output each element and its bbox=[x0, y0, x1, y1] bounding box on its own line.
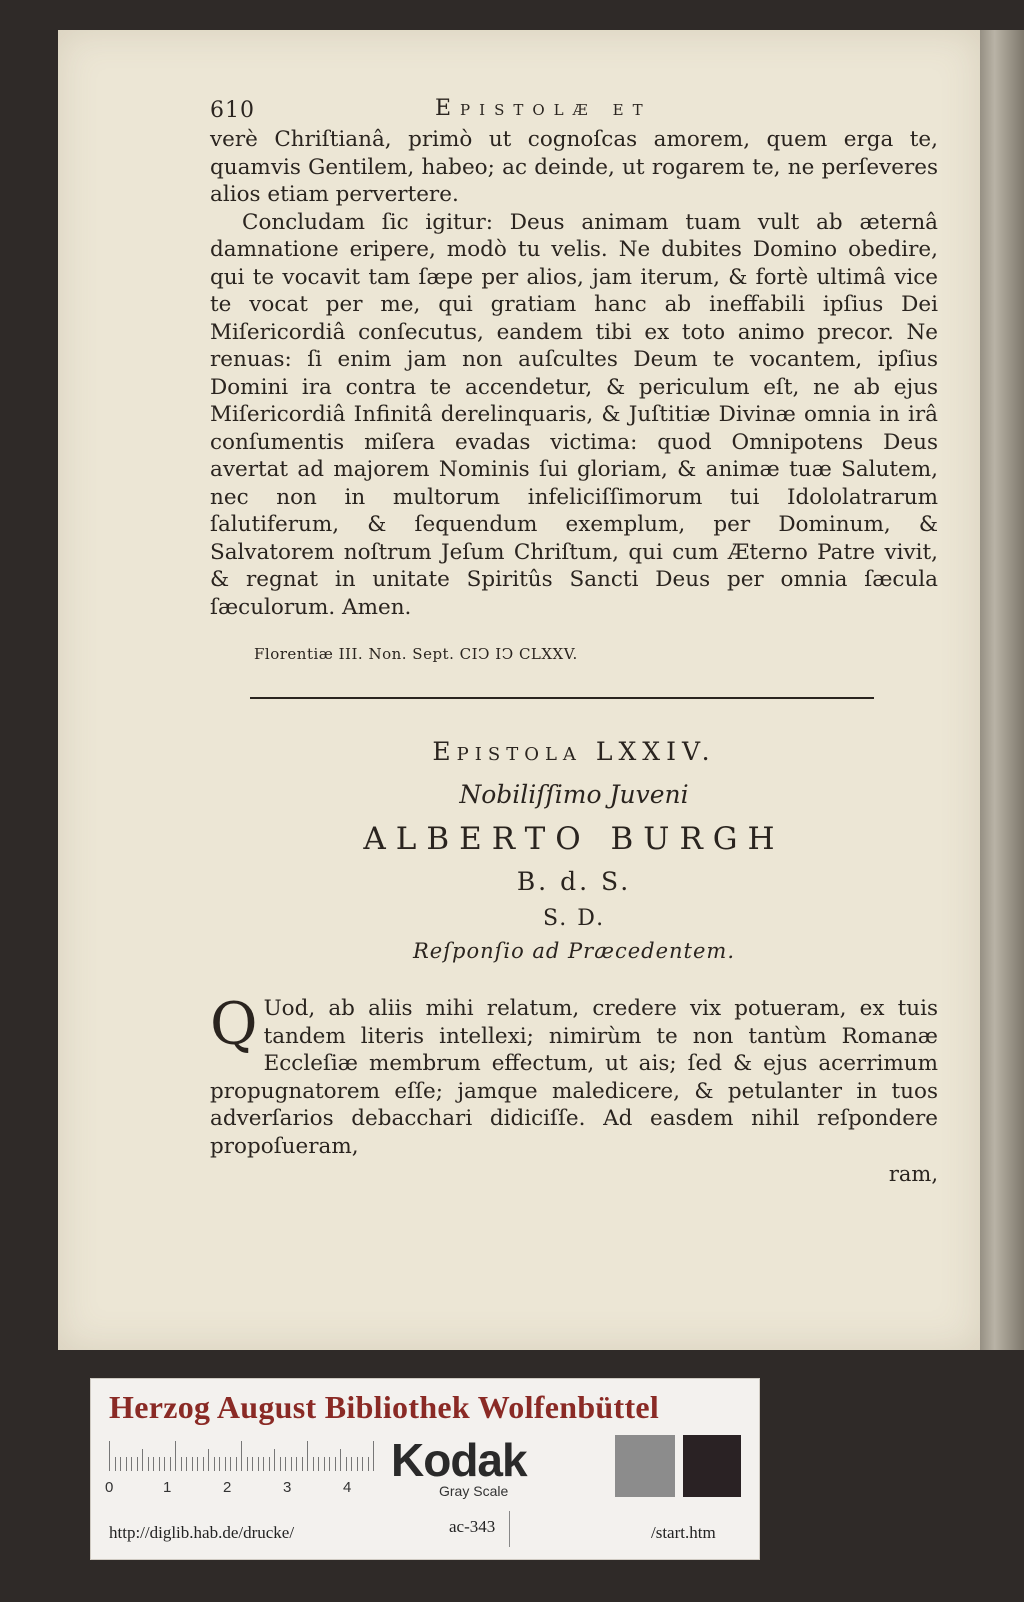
ruler-tick bbox=[241, 1441, 242, 1471]
ruler-tick bbox=[357, 1457, 358, 1471]
salutation: S. D. bbox=[542, 906, 606, 931]
ruler-tick bbox=[318, 1457, 319, 1471]
ruler-tick bbox=[340, 1449, 341, 1471]
ruler-tick bbox=[373, 1441, 374, 1471]
ruler-tick bbox=[296, 1457, 297, 1471]
catchword: ram, bbox=[888, 1162, 938, 1186]
ruler-tick bbox=[197, 1457, 198, 1471]
ruler-numbers bbox=[105, 1479, 405, 1499]
ruler-tick bbox=[236, 1457, 237, 1471]
ruler-tick bbox=[137, 1457, 138, 1471]
ruler-tick bbox=[181, 1457, 182, 1471]
drop-cap: Q bbox=[210, 990, 258, 1058]
ruler-tick bbox=[170, 1457, 171, 1471]
url-left: http://diglib.hab.de/drucke/ bbox=[109, 1523, 295, 1542]
ruler-tick bbox=[109, 1441, 110, 1471]
ruler-scale bbox=[109, 1441, 379, 1471]
ruler-tick bbox=[335, 1457, 336, 1471]
ruler-number: 4 bbox=[343, 1479, 352, 1496]
ruler-tick bbox=[351, 1457, 352, 1471]
ruler-number: 0 bbox=[105, 1479, 114, 1496]
ruler-tick bbox=[313, 1457, 314, 1471]
ruler-tick bbox=[346, 1457, 347, 1471]
paragraph-2: Concludam ſic igitur: Deus animam tuam vult ab æternâ damnatione eripere, modò tu velis. Ne dubites Domino obedire, qui te vocavit tam ſæpe per alios, jam iterum, & fortè ultimâ vice te vocat per me, qui gratiam hanc ab ineffabili ipſius Dei Miſericordiâ conſecutus, eandem tibi ex toto animo precor. Ne renuas: ſi enim jam non auſcultes Deum te vocantem, ipſius Domini ira contra te accendetur, & periculum eſt, ne ab ejus Miſericordiâ Infinitâ derelinquaris, & Juſtitiæ Divinæ omnia in irâ conſumentis miſera evadas victima: quod Omnipotens Deus avertat ad majorem Nominis ſui gloriam, & animæ tuæ Salutem, nec non in multorum infeliciſſimorum tui Idololatrarum ſalutiferum, & ſequendum exemplum, per Dominum, & Salvatorem noſtrum Jeſum Chriſtum, qui cum Æterno Patre vivit, & regnat in unitate Spiritûs Sancti Deus per omnia ſæcula ſæculorum. Amen. bbox=[210, 209, 938, 620]
gray-swatch-light bbox=[615, 1435, 675, 1497]
ruler-tick bbox=[203, 1457, 204, 1471]
paragraph-3: Uod, ab aliis mihi relatum, credere vix potueram, ex tuis tandem literis intellexi; nimirùm te non tantùm Romanæ Eccleſiæ membrum effectum, ut ais; ſed & ejus acerrimum propugnatorem eſſe; jamque maledicere, & petulanter in tuos adverſarios debacchari didiciſſe. Ad easdem nihil reſpondere propoſueram, bbox=[210, 996, 938, 1159]
page-number: 610 bbox=[210, 98, 255, 123]
ruler-tick bbox=[285, 1457, 286, 1471]
shelfmark-divider bbox=[509, 1511, 510, 1547]
letter-body bbox=[210, 990, 938, 1186]
book-page bbox=[58, 30, 980, 1350]
page-text-block bbox=[210, 92, 938, 1186]
gray-scale-label: Gray Scale bbox=[439, 1483, 509, 1499]
scan-edge bbox=[975, 30, 1024, 1350]
ruler-tick bbox=[148, 1457, 149, 1471]
page-header bbox=[210, 92, 938, 126]
ruler-tick bbox=[159, 1457, 160, 1471]
ruler-number: 2 bbox=[223, 1479, 232, 1496]
ruler-tick bbox=[214, 1457, 215, 1471]
epistola-title: Epistola LXXIV. bbox=[432, 737, 716, 766]
ruler-number: 3 bbox=[283, 1479, 292, 1496]
ruler-tick bbox=[302, 1457, 303, 1471]
ruler-tick bbox=[307, 1441, 308, 1471]
section-divider bbox=[250, 697, 874, 699]
dedicatee: Nobiliſſimo Juveni bbox=[459, 780, 689, 809]
ruler-tick bbox=[219, 1457, 220, 1471]
ruler-tick bbox=[368, 1457, 369, 1471]
gray-swatch-dark bbox=[683, 1435, 741, 1497]
ruler-tick bbox=[164, 1457, 165, 1471]
date-line: Florentiæ III. Non. Sept. CIↃ IↃ CLXXV. bbox=[254, 645, 578, 663]
ruler-tick bbox=[252, 1457, 253, 1471]
ruler-tick bbox=[291, 1457, 292, 1471]
paragraph-1: verè Chriſtianâ, primò ut cognoſcas amorem, quem erga te, quamvis Gentilem, habeo; ac deinde, ut rogarem te, ne perſeveres alios etiam pervertere. bbox=[210, 127, 938, 207]
letter-subtitle: Reſponſio ad Præcedentem. bbox=[412, 939, 735, 963]
author-initials: B. d. S. bbox=[516, 867, 632, 896]
ruler-tick bbox=[362, 1457, 363, 1471]
kodak-logo: Kodak bbox=[391, 1434, 527, 1486]
ruler-tick bbox=[120, 1457, 121, 1471]
ruler-tick bbox=[208, 1449, 209, 1471]
ruler-tick bbox=[274, 1449, 275, 1471]
running-head: Epistolæ et bbox=[435, 96, 652, 121]
library-title: Herzog August Bibliothek Wolfenbüttel bbox=[109, 1389, 660, 1425]
ruler-tick bbox=[192, 1457, 193, 1471]
ruler-tick bbox=[186, 1457, 187, 1471]
ruler-tick bbox=[115, 1457, 116, 1471]
url-right: /start.htm bbox=[651, 1523, 716, 1542]
ruler-tick bbox=[280, 1457, 281, 1471]
ruler-tick bbox=[225, 1457, 226, 1471]
ruler-tick bbox=[269, 1457, 270, 1471]
shelfmark: ac-343 bbox=[449, 1517, 496, 1536]
ruler-tick bbox=[247, 1457, 248, 1471]
library-color-card bbox=[90, 1378, 760, 1560]
ruler-tick bbox=[324, 1457, 325, 1471]
ruler-tick bbox=[263, 1457, 264, 1471]
ruler-tick bbox=[258, 1457, 259, 1471]
ruler-tick bbox=[142, 1449, 143, 1471]
ruler-tick bbox=[175, 1441, 176, 1471]
ruler-tick bbox=[131, 1457, 132, 1471]
ruler-tick bbox=[126, 1457, 127, 1471]
ruler-tick bbox=[329, 1457, 330, 1471]
ruler-tick bbox=[153, 1457, 154, 1471]
ruler-number: 1 bbox=[163, 1479, 172, 1496]
recipient-name: ALBERTO BURGH bbox=[363, 821, 785, 857]
ruler-tick bbox=[230, 1457, 231, 1471]
